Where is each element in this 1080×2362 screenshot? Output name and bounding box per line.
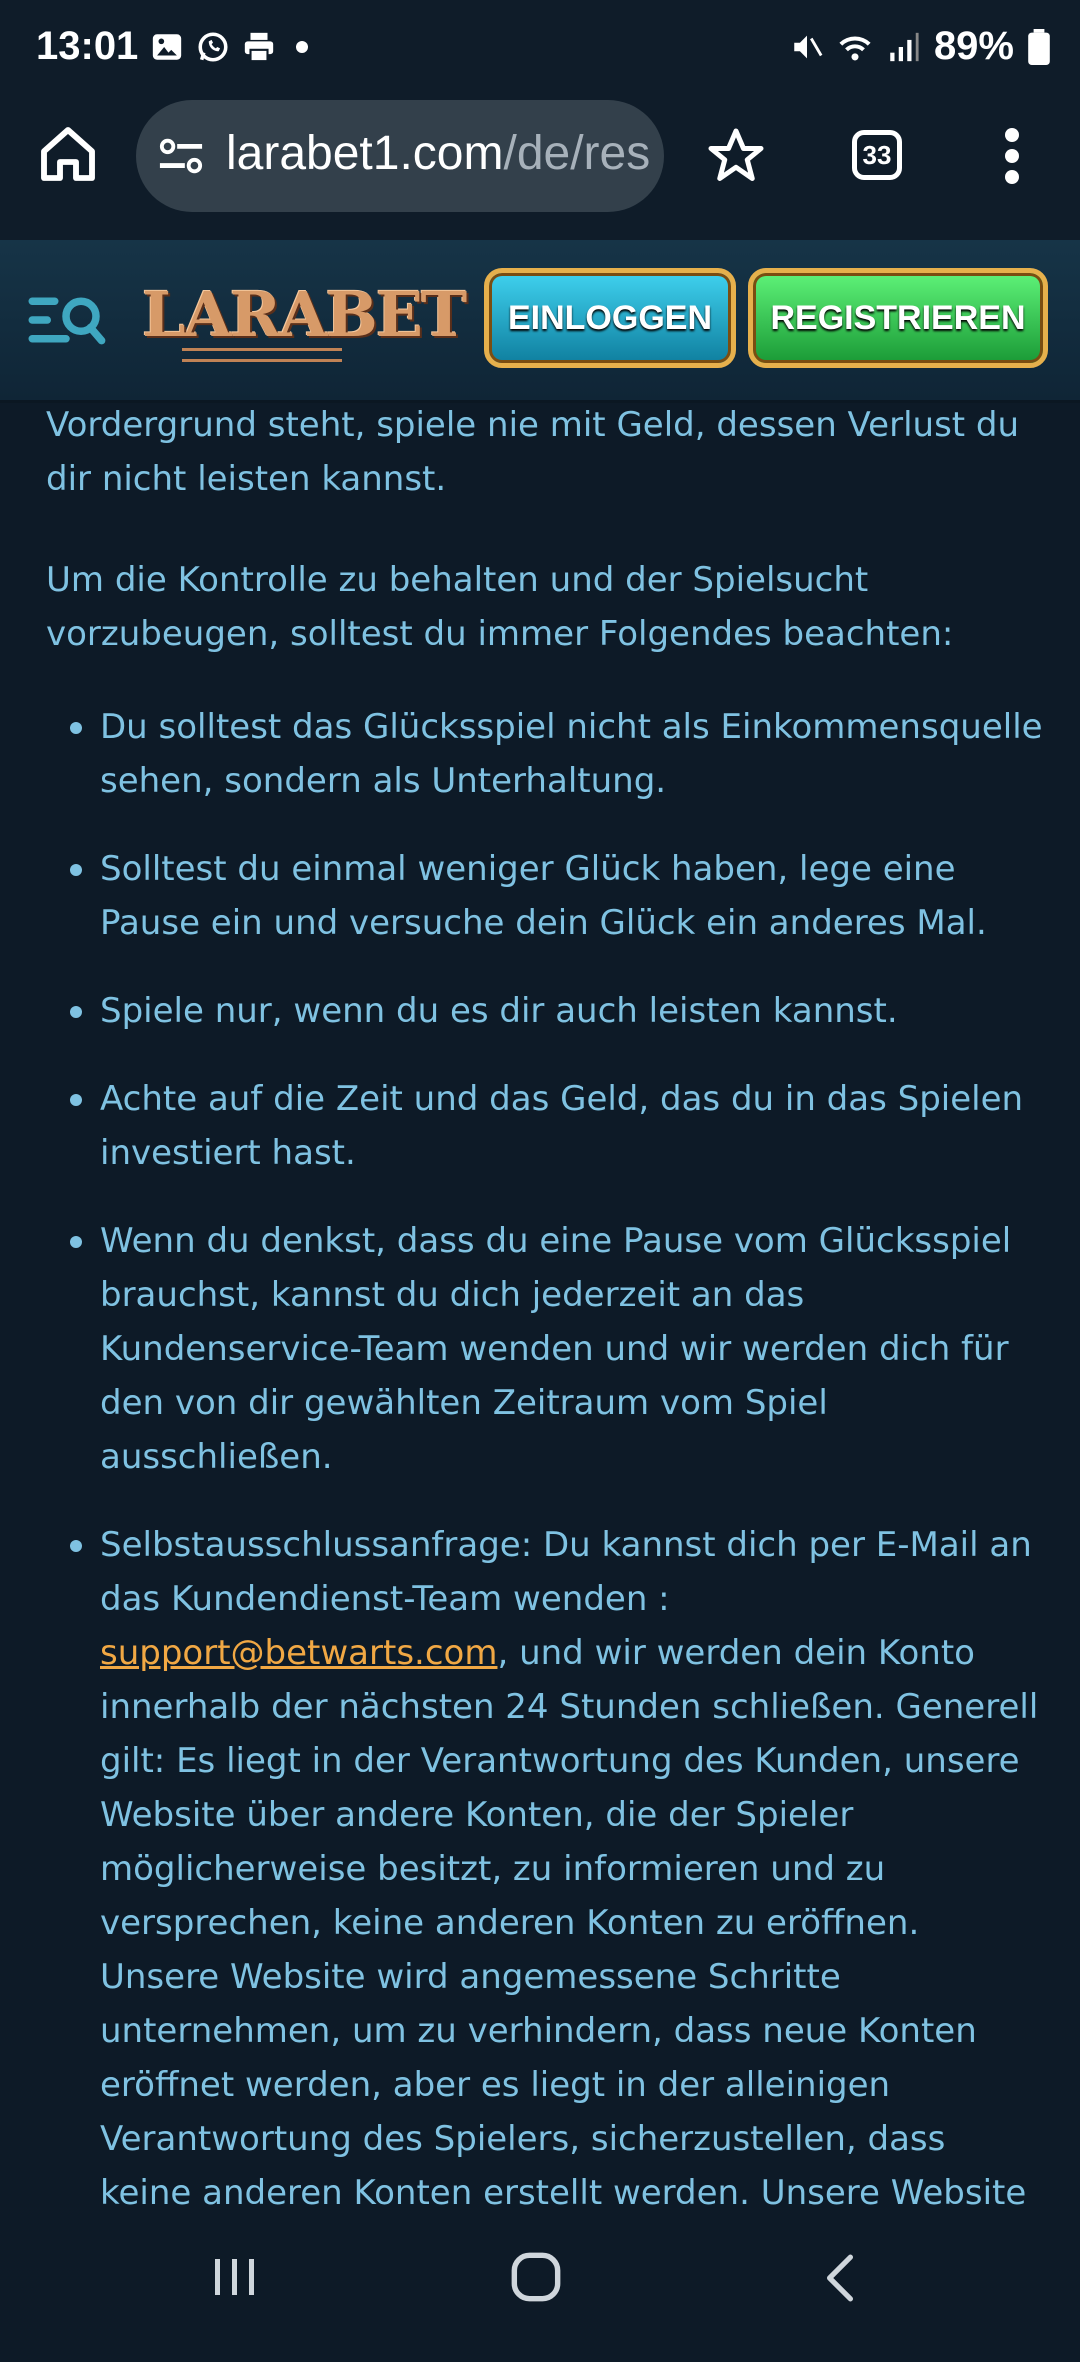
self-exclusion-item (46, 1518, 1046, 2328)
page-content (0, 400, 1080, 2215)
list-item: Solltest du einmal weniger Glück haben, lege eine Pause ein und versuche dein Glück ein anderes Mal. (46, 842, 1046, 950)
battery-percent: 89% (933, 24, 1014, 68)
tab-count: 33 (862, 140, 892, 170)
lead-paragraph: Um die Kontrolle zu behalten und der Spielsucht vorzubeugen, solltest du immer Folgendes beachten: (46, 560, 954, 654)
home-nav-icon[interactable] (510, 2251, 562, 2303)
bookmark-star-icon[interactable] (706, 126, 766, 186)
recent-apps-icon[interactable] (210, 2255, 260, 2299)
url-text[interactable] (226, 126, 650, 181)
system-nav-bar (0, 2215, 1080, 2340)
menu-search-icon[interactable] (28, 290, 104, 350)
status-time: 13:01 (36, 24, 139, 68)
url-host: larabet1.com (226, 127, 504, 180)
list-item: Spiele nur, wenn du es dir auch leisten kannst. (46, 984, 1046, 1038)
self-exclusion-text: Selbstausschlussanfrage: Du kannst dich per E-Mail an das Kundendienst-Team wenden : (100, 1525, 1032, 1619)
wifi-icon (838, 30, 872, 64)
more-menu-icon[interactable] (1000, 128, 1024, 184)
register-button[interactable]: REGISTRIEREN (748, 268, 1048, 368)
list-item: Du solltest das Glücksspiel nicht als Einkommensquelle sehen, sondern als Unterhaltung. (46, 700, 1046, 808)
more-notifications-dot (296, 41, 308, 53)
support-email-link[interactable]: support@betwarts.com (100, 1633, 498, 1673)
address-bar[interactable] (136, 100, 664, 212)
browser-toolbar (0, 100, 1080, 240)
rules-list (46, 700, 1046, 2362)
system-icons (790, 24, 1050, 69)
print-icon (242, 30, 276, 64)
tab-switcher-button[interactable] (852, 130, 902, 180)
gallery-icon (150, 30, 184, 64)
url-path: /de/res (503, 127, 651, 180)
whatsapp-icon (196, 30, 230, 64)
status-bar (0, 0, 1080, 100)
notification-icons (150, 30, 308, 64)
site-header (0, 240, 1080, 403)
intro-paragraph: Vordergrund steht, spiele nie mit Geld, dessen Verlust du dir nicht leisten kannst. (46, 405, 1020, 499)
signal-icon (886, 30, 920, 64)
logo-text: LARABET (142, 278, 466, 351)
logo-ornament (182, 348, 342, 362)
list-item: Achte auf die Zeit und das Geld, das du in das Spielen investiert hast. (46, 1072, 1046, 1180)
list-item: Wenn du denkst, dass du eine Pause vom Glücksspiel brauchst, kannst du dich jederzeit an das Kundenservice-Team wenden und wir werden dich für den von dir gewählten Zeitraum vom Spiel ausschließen. (46, 1214, 1046, 1484)
login-button[interactable]: EINLOGGEN (484, 268, 736, 368)
self-exclusion-text-continued: , und wir werden dein Konto innerhalb der nächsten 24 Stunden schließen. Generell gilt: Es liegt in der Verantwortung des Kunden, unsere Website über andere Konten, die der Spieler möglicherweise besitzt, zu informieren und zu versprechen, keine anderen Konten zu eröffnen. Unsere Website wird angemessene Schritte unternehmen, um zu verhindern, dass neue Konten eröffnet werden, aber es liegt in der alleinigen Verantwortung des Spielers, sicherzustellen, dass keine anderen Konten erstellt werden. Unsere Website (100, 1633, 1039, 2213)
back-icon[interactable] (820, 2253, 860, 2303)
battery-icon (1028, 29, 1050, 65)
site-settings-icon[interactable] (158, 136, 204, 176)
home-icon[interactable] (36, 122, 100, 186)
site-logo[interactable] (142, 278, 466, 358)
mute-icon (790, 30, 824, 64)
